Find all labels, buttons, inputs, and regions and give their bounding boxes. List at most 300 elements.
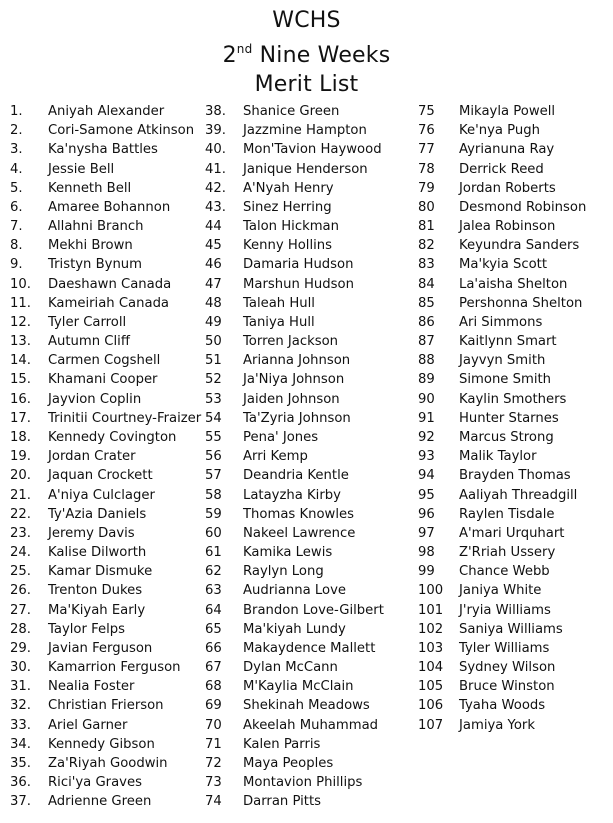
list-item [205,409,384,428]
list-item-number: 18. [10,430,31,445]
list-item [205,102,384,121]
list-item [10,581,201,600]
list-item-number: 28. [10,621,31,637]
student-name: Kalise Dilworth [48,545,147,561]
list-item-number: 47 [205,276,222,292]
student-name: M'Kaylia McClain [243,679,354,695]
student-name: Kalen Parris [243,736,321,752]
student-name: Jordan Roberts [459,180,556,196]
list-item-number: 58 [205,487,222,503]
list-item-number: 57 [205,468,222,484]
list-item-number: 98 [418,545,435,561]
student-name: Carmen Cogshell [48,353,161,369]
list-item-number: 106 [418,698,444,714]
student-name: Tyaha Woods [459,698,546,714]
list-item [10,121,201,140]
student-name: Makaydence Mallett [243,640,376,656]
list-item-number: 8. [10,238,23,254]
list-item [10,332,201,351]
list-item-number: 26. [10,583,31,599]
student-name: Damaria Hudson [243,257,354,273]
list-item [205,600,384,619]
list-item-number: 16. [10,391,31,407]
student-name: Kaitlynn Smart [459,334,557,350]
list-title: Merit List [254,72,359,97]
list-item [418,485,586,504]
list-item-number: 1. [10,104,23,120]
list-item-number: 89 [418,372,435,388]
list-item-number: 97 [418,525,435,541]
list-item-number: 105 [418,679,444,695]
list-item-number: 33. [10,717,31,733]
list-item-number: 49 [205,314,222,330]
list-item-number: 95 [418,487,435,503]
list-item-number: 76 [418,123,435,139]
list-item-number: 25. [10,564,31,580]
list-item-number: 35. [10,755,31,771]
list-item [418,332,586,351]
list-item [205,370,384,389]
list-item [205,466,384,485]
student-name: Saniya Williams [459,621,563,637]
list-item-number: 11. [10,295,31,311]
list-item [205,716,384,735]
student-name: Latayzha Kirby [243,487,341,503]
list-item [10,255,201,274]
list-item-number: 38. [205,104,226,120]
list-item-number: 65 [205,621,222,637]
list-item-number: 88 [418,353,435,369]
student-name: Brayden Thomas [459,468,571,484]
list-item [418,255,586,274]
student-name: Audrianna Love [243,583,347,599]
list-item-number: 59 [205,506,222,522]
student-name: Ayrianuna Ray [459,142,555,158]
student-name: Ariel Garner [48,717,128,733]
merit-column-1 [10,102,201,811]
student-name: Deandria Kentle [243,468,349,484]
list-item [10,600,201,619]
list-item [418,313,586,332]
student-name: Ta'Zyria Johnson [243,410,351,426]
student-name: Ja'Niya Johnson [243,372,345,388]
student-name: Sinez Herring [243,199,332,215]
list-item [205,543,384,562]
list-item [10,677,201,696]
list-item [10,428,201,447]
list-item-number: 100 [418,583,444,599]
list-item-number: 48 [205,295,222,311]
student-name: Montavion Phillips [243,775,363,791]
list-item [418,600,586,619]
list-item-number: 29. [10,640,31,656]
list-item [418,428,586,447]
list-item [205,236,384,255]
student-name: Jalea Robinson [459,219,556,235]
list-item-number: 39. [205,123,226,139]
list-item [418,102,586,121]
student-name: Pershonna Shelton [459,295,583,311]
list-item [418,581,586,600]
list-item-number: 79 [418,180,435,196]
student-name: Raylyn Long [243,564,324,580]
list-item [10,179,201,198]
list-item [418,543,586,562]
list-item-number: 77 [418,142,435,158]
list-item [205,505,384,524]
list-item-number: 24. [10,545,31,561]
list-item [418,370,586,389]
list-item-number: 64 [205,602,222,618]
list-item [418,524,586,543]
list-item [418,716,586,735]
list-item-number: 6. [10,199,23,215]
list-item-number: 70 [205,717,222,733]
list-item [10,620,201,639]
list-item [10,140,201,159]
student-name: Ty'Azia Daniels [48,506,147,522]
list-item [205,428,384,447]
student-name: Kennedy Covington [48,430,177,445]
student-name: Desmond Robinson [459,199,587,215]
student-name: Malik Taylor [459,449,537,465]
list-item [10,696,201,715]
list-item-number: 17. [10,410,31,426]
student-name: Thomas Knowles [243,506,354,522]
list-item-number: 45 [205,238,222,254]
list-item [418,160,586,179]
list-item [10,658,201,677]
list-item [10,198,201,217]
list-item-number: 44 [205,219,222,235]
list-item-number: 87 [418,334,435,350]
list-item [10,754,201,773]
list-item-number: 81 [418,219,435,235]
student-name: Simone Smith [459,372,552,388]
student-name: J'ryia Williams [459,602,551,618]
list-item [418,198,586,217]
list-item-number: 91 [418,410,435,426]
list-item [418,562,586,581]
list-item [205,524,384,543]
list-item [418,236,586,255]
list-item [10,236,201,255]
student-name: Pena' Jones [243,430,319,445]
list-item-number: 63 [205,583,222,599]
list-item-number: 80 [418,199,435,215]
student-name: Autumn Cliff [48,334,130,350]
student-name: Aaliyah Threadgill [459,487,578,503]
list-item-number: 99 [418,564,435,580]
student-name: Jayvion Coplin [48,391,142,407]
student-name: Nakeel Lawrence [243,525,356,541]
list-item-number: 69 [205,698,222,714]
list-item-number: 5. [10,180,23,196]
list-item [10,543,201,562]
student-name: Maya Peoples [243,755,334,771]
list-item-number: 92 [418,430,435,445]
list-item [418,179,586,198]
student-name: Hunter Starnes [459,410,559,426]
student-name: Kameiriah Canada [48,295,170,311]
student-name: Kamar Dismuke [48,564,153,580]
student-name: A'mari Urquhart [459,525,565,541]
list-item [10,390,201,409]
list-item [205,639,384,658]
list-item [205,658,384,677]
list-item [205,121,384,140]
list-item-number: 72 [205,755,222,771]
student-name: Jayvyn Smith [459,353,546,369]
list-item-number: 83 [418,257,435,273]
list-item [10,351,201,370]
list-item [205,198,384,217]
student-name: Kamarrion Ferguson [48,660,181,676]
list-item [205,390,384,409]
student-name: Kenneth Bell [48,180,132,196]
list-item [10,716,201,735]
list-item-number: 12. [10,314,31,330]
student-name: Tyler Williams [459,640,550,656]
list-item [10,275,201,294]
student-name: Bruce Winston [459,679,555,695]
list-item [418,466,586,485]
student-name: Jeremy Davis [48,525,135,541]
list-item [205,351,384,370]
student-name: Jaiden Johnson [243,391,340,407]
list-item [205,313,384,332]
student-name: Trenton Dukes [48,583,143,599]
list-item [418,677,586,696]
list-item [418,390,586,409]
student-name: La'aisha Shelton [459,276,568,292]
list-item [205,581,384,600]
term-title [0,35,613,70]
student-name: Trinitii Courtney-Fraizer [48,410,202,426]
student-name: Mekhi Brown [48,238,133,254]
list-item [10,102,201,121]
student-name: Ke'nya Pugh [459,123,540,139]
list-item-number: 82 [418,238,435,254]
list-item-number: 15. [10,372,31,388]
student-name: Talon Hickman [243,219,339,235]
list-item [10,524,201,543]
list-item [205,332,384,351]
student-name: Ari Simmons [459,314,543,330]
student-name: Janique Henderson [243,161,368,177]
student-name: Kamika Lewis [243,545,333,561]
list-item [418,639,586,658]
student-name: Brandon Love-Gilbert [243,602,384,618]
list-item-number: 55 [205,430,222,445]
list-item [10,735,201,754]
list-item-number: 68 [205,679,222,695]
student-name: Amaree Bohannon [48,199,171,215]
student-name: Nealia Foster [48,679,135,695]
list-item-number: 61 [205,545,222,561]
student-name: Tyler Carroll [48,314,127,330]
student-name: Daeshawn Canada [48,276,172,292]
list-item [205,735,384,754]
document-header [0,6,613,99]
list-item-number: 13. [10,334,31,350]
list-item [10,562,201,581]
list-item-number: 2. [10,123,23,139]
list-item-number: 43. [205,199,226,215]
list-item [205,562,384,581]
student-name: Shekinah Meadows [243,698,370,714]
student-name: Ka'nysha Battles [48,142,158,158]
list-item-number: 9. [10,257,23,273]
student-name: Chance Webb [459,564,550,580]
list-item-number: 62 [205,564,222,580]
student-name: Sydney Wilson [459,660,556,676]
list-item [205,620,384,639]
student-name: Jessie Bell [48,161,115,177]
list-item-number: 14. [10,353,31,369]
term-rest: Nine Weeks [252,43,391,68]
student-name: Dylan McCann [243,660,338,676]
student-name: Tristyn Bynum [48,257,143,273]
list-item-number: 66 [205,640,222,656]
list-item-number: 74 [205,794,222,810]
student-name: Akeelah Muhammad [243,717,379,733]
student-name: Marshun Hudson [243,276,354,292]
student-name: Rici'ya Graves [48,775,142,791]
list-item-number: 36. [10,775,31,791]
student-name: A'Nyah Henry [243,180,334,196]
list-item-number: 73 [205,775,222,791]
list-item [10,409,201,428]
list-item-number: 40. [205,142,226,158]
list-item-number: 52 [205,372,222,388]
list-item-number: 30. [10,660,31,676]
list-item-number: 104 [418,660,444,676]
student-name: Jazzmine Hampton [243,123,367,139]
list-item [418,294,586,313]
list-item-number: 107 [418,717,444,733]
list-item [205,160,384,179]
student-name: Taniya Hull [243,314,315,330]
list-item [10,370,201,389]
list-item [10,505,201,524]
student-name: Arri Kemp [243,449,308,465]
list-item [205,485,384,504]
student-name: Javian Ferguson [48,640,153,656]
list-item-number: 67 [205,660,222,676]
list-item-number: 23. [10,525,31,541]
list-item-number: 103 [418,640,444,656]
list-item [205,696,384,715]
list-item-number: 10. [10,276,31,292]
list-item-number: 32. [10,698,31,714]
list-item-number: 46 [205,257,222,273]
list-item-number: 20. [10,468,31,484]
merit-column-3 [418,102,586,735]
student-name: Jordan Crater [48,449,136,465]
list-item [10,792,201,811]
list-item [205,447,384,466]
student-name: Kennedy Gibson [48,736,155,752]
list-item-number: 42. [205,180,226,196]
student-name: Kenny Hollins [243,238,333,254]
list-item [205,179,384,198]
student-name: Kaylin Smothers [459,391,567,407]
list-item [10,639,201,658]
list-item-number: 27. [10,602,31,618]
student-name: Khamani Cooper [48,372,158,388]
list-item [418,275,586,294]
student-name: Ma'kyia Scott [459,257,548,273]
student-name: Torren Jackson [243,334,339,350]
list-item-number: 34. [10,736,31,752]
term-suffix: nd [236,42,253,56]
list-item-number: 53 [205,391,222,407]
list-item-number: 96 [418,506,435,522]
student-name: Ma'kiyah Lundy [243,621,346,637]
student-name: Jamiya York [459,717,535,733]
student-name: Ma'Kiyah Early [48,602,146,618]
student-name: Janiya White [459,583,542,599]
list-item-number: 7. [10,219,23,235]
list-item-number: 37. [10,794,31,810]
list-item [205,275,384,294]
student-name: Darran Pitts [243,794,322,810]
list-item-number: 85 [418,295,435,311]
list-item-number: 102 [418,621,444,637]
student-name: Taylor Felps [48,621,125,637]
list-item-number: 101 [418,602,444,618]
student-name: Taleah Hull [243,295,315,311]
list-item [418,217,586,236]
student-name: Derrick Reed [459,161,544,177]
list-item [10,466,201,485]
list-item-number: 75 [418,104,435,120]
student-name: Allahni Branch [48,219,144,235]
list-item-number: 90 [418,391,435,407]
list-item [418,351,586,370]
list-item [10,485,201,504]
list-item-number: 94 [418,468,435,484]
list-item [205,773,384,792]
student-name: Raylen Tisdale [459,506,555,522]
list-item [205,217,384,236]
list-item-number: 21. [10,487,31,503]
student-name: Keyundra Sanders [459,238,580,254]
list-item-number: 31. [10,679,31,695]
list-item-number: 4. [10,161,23,177]
list-item [418,447,586,466]
list-item-number: 41. [205,161,226,177]
school-title: WCHS [272,8,341,33]
list-item-number: 84 [418,276,435,292]
student-name: Marcus Strong [459,430,554,445]
student-name: Z'Rriah Ussery [459,545,556,561]
student-name: Christian Frierson [48,698,164,714]
student-name: Mon'Tavion Haywood [243,142,382,158]
list-item-number: 71 [205,736,222,752]
student-name: Jaquan Crockett [48,468,153,484]
list-item [205,140,384,159]
list-item-number: 54 [205,410,222,426]
merit-column-2 [205,102,384,811]
list-item [205,792,384,811]
student-name: Cori-Samone Atkinson [48,123,195,139]
list-item [205,677,384,696]
list-item-number: 50 [205,334,222,350]
student-name: Za'Riyah Goodwin [48,755,168,771]
list-item [418,505,586,524]
